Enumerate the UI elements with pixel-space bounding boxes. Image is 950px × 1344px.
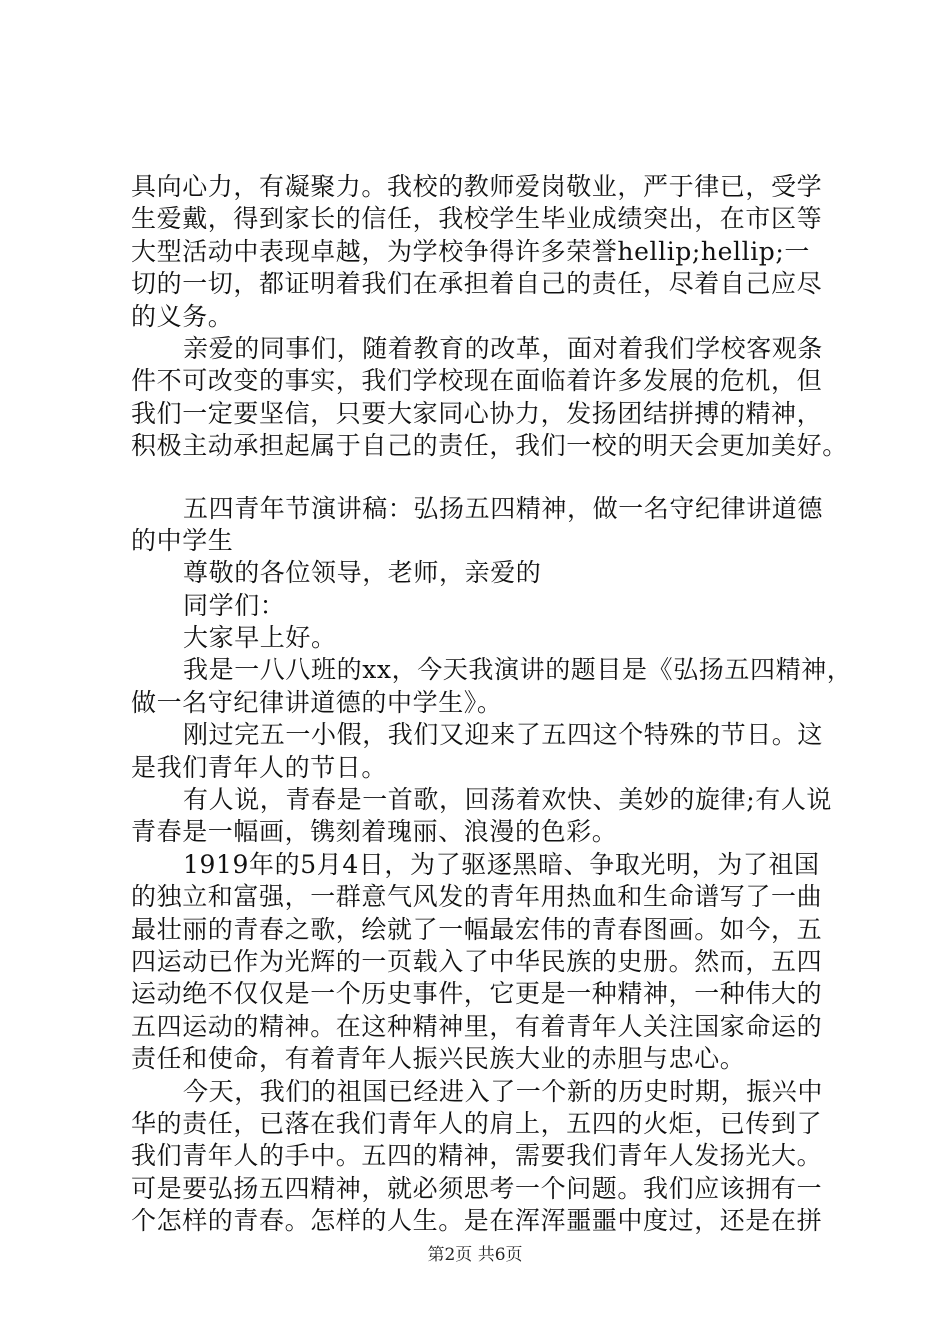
- text-line: 积极主动承担起属于自己的责任，我们一校的明天会更加美好。: [131, 431, 848, 461]
- text-line: 有人说，青春是一首歌，回荡着欢快、美妙的旋律;有人说: [183, 785, 833, 815]
- text-line: 件不可改变的事实，我们学校现在面临着许多发展的危机，但: [131, 366, 823, 396]
- text-line: 责任和使命，有着青年人振兴民族大业的赤胆与忠心。: [131, 1044, 746, 1074]
- text-line: 青春是一幅画，镌刻着瑰丽、浪漫的色彩。: [131, 817, 618, 847]
- text-line: 切的一切，都证明着我们在承担着自己的责任，尽着自己应尽: [131, 269, 823, 299]
- text-line: 个怎样的青春。怎样的人生。是在浑浑噩噩中度过，还是在拼: [131, 1206, 823, 1236]
- text-line: 四运动已作为光辉的一页载入了中华民族的史册。然而，五四: [131, 946, 823, 976]
- text-line: 的中学生: [131, 525, 234, 555]
- text-line: 做一名守纪律讲道德的中学生》。: [131, 687, 503, 717]
- text-block-youth-day-speech: [131, 493, 853, 1238]
- text-line: 五四青年节演讲稿：弘扬五四精神，做一名守纪律讲道德: [183, 493, 824, 523]
- text-line: 今天，我们的祖国已经进入了一个新的历史时期，振兴中: [183, 1076, 824, 1106]
- text-line: 我们一定要坚信，只要大家同心协力，发扬团结拼搏的精神，: [131, 398, 823, 428]
- text-line: 是我们青年人的节日。: [131, 752, 388, 782]
- text-line: 亲爱的同事们，随着教育的改革，面对着我们学校客观条: [183, 333, 824, 363]
- text-line: 大家早上好。: [183, 623, 337, 653]
- text-line: 同学们：: [183, 590, 286, 620]
- text-line: 尊敬的各位领导，老师，亲爱的: [183, 558, 542, 588]
- text-line: 我们青年人的手中。五四的精神，需要我们青年人发扬光大。: [131, 1141, 823, 1171]
- text-line: 华的责任，已落在我们青年人的肩上，五四的火炬，已传到了: [131, 1108, 823, 1138]
- text-line: 刚过完五一小假，我们又迎来了五四这个特殊的节日。这: [183, 720, 824, 750]
- paragraph-gap: [131, 463, 831, 493]
- page-footer: 第2页 共6页: [427, 1245, 523, 1265]
- text-line: 生爱戴，得到家长的信任，我校学生毕业成绩突出，在市区等: [131, 204, 823, 234]
- text-line: 可是要弘扬五四精神，就必须思考一个问题。我们应该拥有一: [131, 1173, 823, 1203]
- text-line: 运动绝不仅仅是一个历史事件，它更是一种精神，一种伟大的: [131, 979, 823, 1009]
- text-line: 的独立和富强，一群意气风发的青年用热血和生命谱写了一曲: [131, 882, 823, 912]
- text-line: 最壮丽的青春之歌，绘就了一幅最宏伟的青春图画。如今，五: [131, 914, 823, 944]
- text-line: 的义务。: [131, 301, 234, 331]
- body-text: [131, 171, 853, 1238]
- text-line: 我是一八八班的xx，今天我演讲的题目是《弘扬五四精神，: [183, 655, 853, 685]
- text-line: 1919年的5月4日，为了驱逐黑暗、争取光明，为了祖国: [183, 849, 820, 879]
- text-block-previous-speech: [131, 171, 848, 463]
- text-line: 五四运动的精神。在这种精神里，有着青年人关注国家命运的: [131, 1011, 823, 1041]
- text-line: 具向心力，有凝聚力。我校的教师爱岗敬业，严于律已，受学: [131, 172, 823, 201]
- text-line: 大型活动中表现卓越，为学校争得许多荣誉hellip;hellip;一: [131, 236, 811, 266]
